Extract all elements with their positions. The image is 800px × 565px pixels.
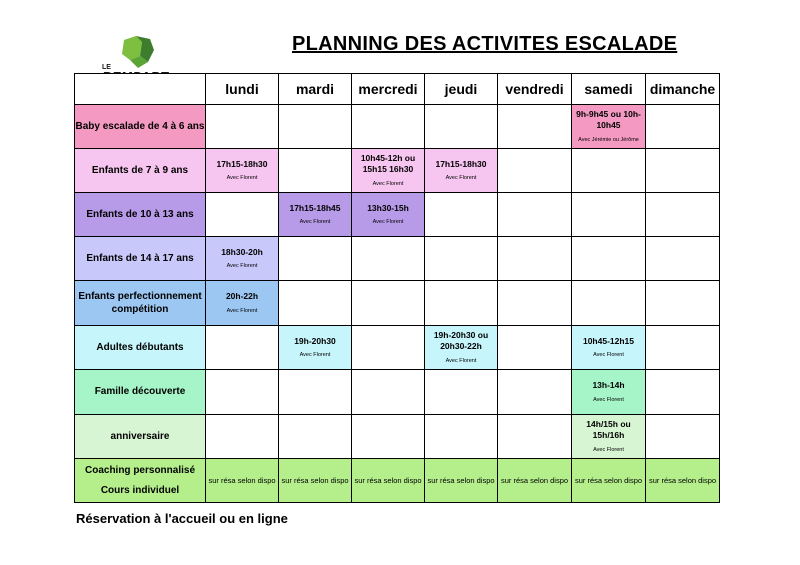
schedule-cell-mercredi xyxy=(352,370,425,415)
schedule-cell-samedi xyxy=(572,370,646,415)
schedule-cell-lundi xyxy=(206,281,279,326)
schedule-cell-samedi xyxy=(572,193,646,237)
schedule-cell-dimanche xyxy=(646,459,720,503)
session-time: 18h30-20h xyxy=(221,246,263,257)
session-time: 20h-22h xyxy=(225,291,259,302)
activity-label: Enfants de 7 à 9 ans xyxy=(75,149,206,193)
activity-label: Enfants de 14 à 17 ans xyxy=(75,237,206,281)
logo-le: LE xyxy=(102,64,111,71)
session-instructor: Avec Florent xyxy=(226,263,258,270)
schedule-cell-lundi xyxy=(206,105,279,149)
session-instructor: Avec Florent xyxy=(445,175,477,182)
schedule-cell-dimanche xyxy=(646,149,720,193)
schedule-cell-samedi xyxy=(572,415,646,459)
schedule-cell-lundi xyxy=(206,415,279,459)
session-instructor: Avec Florent xyxy=(299,352,331,359)
schedule-cell-lundi xyxy=(206,326,279,370)
schedule-cell-jeudi xyxy=(425,149,498,193)
schedule-cell-samedi xyxy=(572,459,646,503)
activity-row xyxy=(75,149,720,193)
activity-row xyxy=(75,415,720,459)
session-instructor: Avec Florent xyxy=(226,307,258,314)
schedule-cell-mardi xyxy=(279,370,352,415)
day-header-dimanche: dimanche xyxy=(646,74,720,105)
day-header-row xyxy=(75,74,720,105)
session-time: 19h-20h30 ou 20h30-22h xyxy=(433,330,489,352)
schedule-cell-jeudi xyxy=(425,237,498,281)
session-instructor: Avec Florent xyxy=(593,446,624,453)
session-time: 17h15-18h30 xyxy=(216,158,268,169)
activity-label-line: Coaching personnalisé xyxy=(84,465,196,476)
session-time: 10h45-12h15 xyxy=(582,335,635,346)
schedule-cell-mercredi xyxy=(352,459,425,503)
page-title: PLANNING DES ACTIVITES ESCALADE xyxy=(292,33,678,55)
schedule-cell-mardi xyxy=(279,281,352,326)
schedule-cell-jeudi xyxy=(425,105,498,149)
session-time: 13h30-15h xyxy=(367,202,409,213)
schedule-cell-mercredi xyxy=(352,237,425,281)
day-header-vendredi: vendredi xyxy=(498,74,572,105)
schedule-cell-jeudi xyxy=(425,326,498,370)
schedule-cell-jeudi xyxy=(425,193,498,237)
schedule-cell-dimanche xyxy=(646,326,720,370)
schedule-cell-mercredi xyxy=(352,281,425,326)
session-time: 17h15-18h30 xyxy=(435,158,487,169)
activity-row xyxy=(75,105,720,149)
schedule-cell-lundi xyxy=(206,370,279,415)
schedule-cell-dimanche xyxy=(646,415,720,459)
schedule-cell-jeudi xyxy=(425,281,498,326)
schedule-cell-samedi xyxy=(572,149,646,193)
session-time: 17h15-18h45 xyxy=(289,202,341,213)
session-time: 19h-20h30 xyxy=(294,335,336,346)
schedule-cell-jeudi xyxy=(425,370,498,415)
day-header-lundi: lundi xyxy=(206,74,279,105)
schedule-cell-vendredi xyxy=(498,149,572,193)
schedule-cell-vendredi xyxy=(498,459,572,503)
schedule-cell-mercredi xyxy=(352,193,425,237)
activity-label-line: Cours individuel xyxy=(100,484,180,496)
session-instructor: Avec Florent xyxy=(445,357,477,364)
reservation-text: sur résa selon dispo xyxy=(500,475,569,485)
session-instructor: Avec Florent xyxy=(299,219,331,226)
day-header-mercredi: mercredi xyxy=(352,74,425,105)
reservation-text: sur résa selon dispo xyxy=(427,475,495,485)
schedule-cell-dimanche xyxy=(646,281,720,326)
schedule-cell-vendredi xyxy=(498,105,572,149)
schedule-cell-mercredi xyxy=(352,415,425,459)
activity-row xyxy=(75,370,720,415)
activity-label: Enfants de 10 à 13 ans xyxy=(75,193,206,237)
reservation-text: sur résa selon dispo xyxy=(354,475,422,485)
reservation-text: sur résa selon dispo xyxy=(648,475,717,485)
schedule-cell-mercredi xyxy=(352,105,425,149)
session-instructor: Avec Florent xyxy=(372,219,404,226)
session-time: 9h-9h45 ou 10h-10h45 xyxy=(576,109,641,131)
schedule-cell-mardi xyxy=(279,459,352,503)
session-time: 14h/15h ou 15h/16h xyxy=(586,419,631,441)
session-instructor: Avec Florent xyxy=(593,352,624,359)
reservation-text: sur résa selon dispo xyxy=(574,475,643,485)
schedule-cell-vendredi xyxy=(498,237,572,281)
day-header-samedi: samedi xyxy=(572,74,646,105)
schedule-cell-dimanche xyxy=(646,105,720,149)
reservation-note: Réservation à l'accueil ou en ligne xyxy=(76,511,288,526)
planning-body xyxy=(75,105,720,503)
session-instructor: Avec Florent xyxy=(226,175,258,182)
schedule-cell-lundi xyxy=(206,149,279,193)
activity-row xyxy=(75,281,720,326)
schedule-cell-dimanche xyxy=(646,370,720,415)
schedule-cell-vendredi xyxy=(498,281,572,326)
session-time: 13h-14h xyxy=(592,380,625,391)
activity-row xyxy=(75,326,720,370)
schedule-cell-samedi xyxy=(572,105,646,149)
schedule-cell-mercredi xyxy=(352,149,425,193)
day-header-mardi: mardi xyxy=(279,74,352,105)
schedule-cell-mardi xyxy=(279,193,352,237)
schedule-cell-samedi xyxy=(572,281,646,326)
activity-label: Famille découverte xyxy=(75,370,206,415)
planning-table xyxy=(74,73,720,503)
session-instructor: Avec Florent xyxy=(593,396,624,403)
schedule-cell-vendredi xyxy=(498,326,572,370)
reservation-text: sur résa selon dispo xyxy=(281,475,349,485)
schedule-cell-samedi xyxy=(572,237,646,281)
schedule-cell-vendredi xyxy=(498,370,572,415)
schedule-cell-mercredi xyxy=(352,326,425,370)
session-instructor: Avec Jérémie ou Jérôme xyxy=(578,136,639,143)
activity-row xyxy=(75,193,720,237)
schedule-cell-mardi xyxy=(279,105,352,149)
schedule-cell-vendredi xyxy=(498,193,572,237)
session-time: 10h45-12h ou 15h15 16h30 xyxy=(360,153,416,175)
schedule-cell-mardi xyxy=(279,326,352,370)
activity-label: anniversaire xyxy=(75,415,206,459)
schedule-cell-dimanche xyxy=(646,193,720,237)
activity-label: Baby escalade de 4 à 6 ans xyxy=(75,105,206,149)
session-instructor: Avec Florent xyxy=(372,180,404,187)
activity-row xyxy=(75,237,720,281)
schedule-cell-jeudi xyxy=(425,459,498,503)
schedule-cell-mardi xyxy=(279,149,352,193)
day-header-jeudi: jeudi xyxy=(425,74,498,105)
schedule-cell-jeudi xyxy=(425,415,498,459)
schedule-cell-lundi xyxy=(206,459,279,503)
schedule-cell-vendredi xyxy=(498,415,572,459)
reservation-text: sur résa selon dispo xyxy=(208,475,276,485)
schedule-cell-mardi xyxy=(279,415,352,459)
activity-label xyxy=(75,459,206,503)
activity-row xyxy=(75,459,720,503)
schedule-cell-lundi xyxy=(206,193,279,237)
schedule-cell-lundi xyxy=(206,237,279,281)
logo-mark-icon xyxy=(118,36,158,70)
schedule-cell-mardi xyxy=(279,237,352,281)
activity-label: Adultes débutants xyxy=(75,326,206,370)
schedule-cell-samedi xyxy=(572,326,646,370)
activity-label: Enfants perfectionnement compétition xyxy=(75,281,206,326)
schedule-cell-dimanche xyxy=(646,237,720,281)
header-corner xyxy=(75,74,206,105)
